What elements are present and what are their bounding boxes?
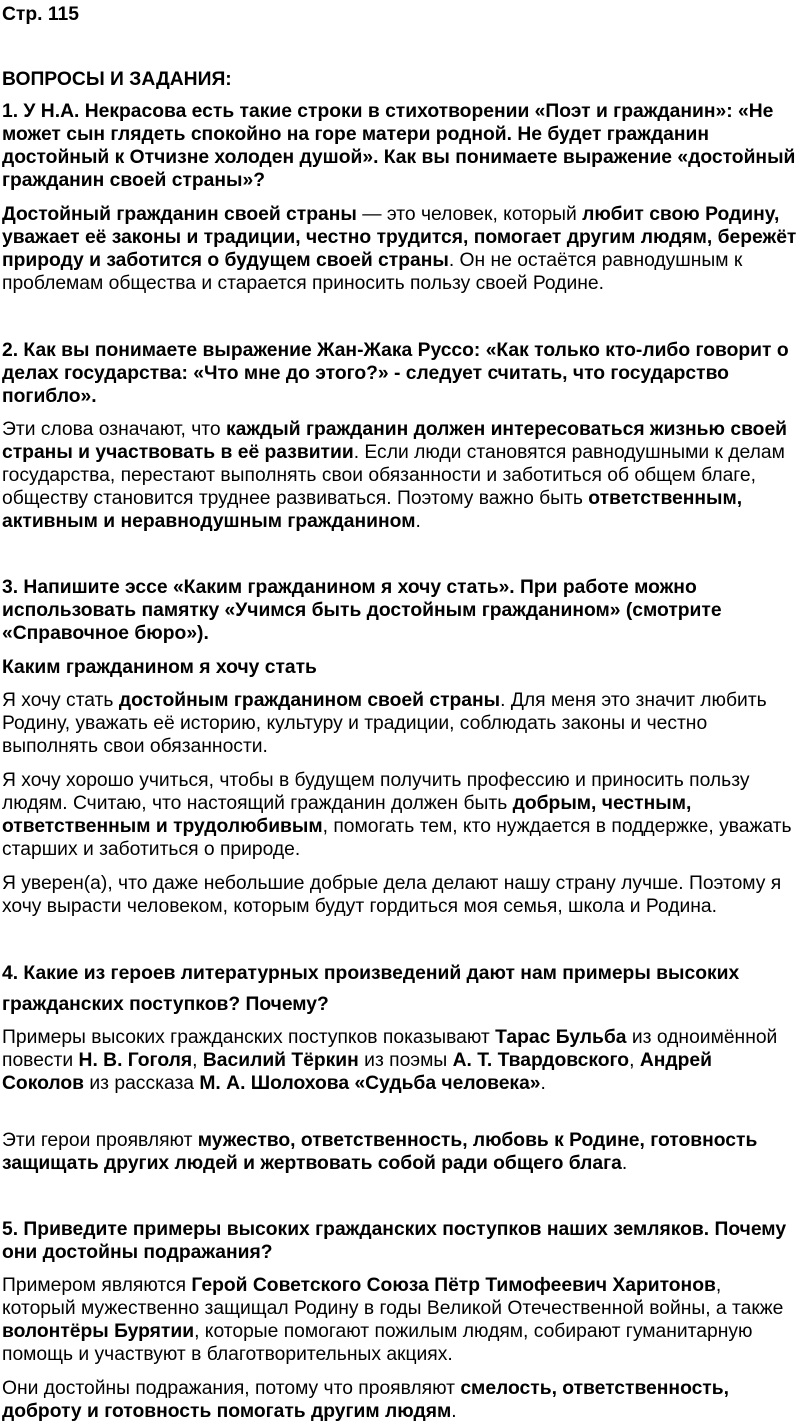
essay-paragraph-1 <box>2 689 798 758</box>
answer-4-p2-bold-1: мужество, ответственность, любовь к Родине, готовность защищать других людей и жертвовать собой ради общего блага <box>2 1130 758 1174</box>
answer-4-text-6: из рассказа <box>84 1073 200 1094</box>
answer-5-p2-bold-1: смелость, ответственность, доброту и готовность помогать другим людям <box>2 1378 729 1422</box>
essay-p1-text-2: . Для меня это значит любить Родину, уважать её историю, культуру и традиции, соблюдать законы и честно выполнять свои обязанности. <box>2 690 767 757</box>
answer-5-p2-text-2: . <box>451 1401 457 1422</box>
answer-4-bold-5: Андрей Соколов <box>2 1050 712 1094</box>
answer-4-text-1: Примеры высоких гражданских поступков показывают <box>2 1027 496 1048</box>
answer-4-p2-text-1: Эти герои проявляют <box>2 1130 198 1151</box>
answer-5-p2-text-1: Они достойны подражания, потому что проявляют <box>2 1378 461 1399</box>
answer-4-text-5: , <box>629 1050 640 1071</box>
answer-1-text-2: . Он не остаётся равнодушным к проблемам общества и старается приносить пользу своей Родине. <box>2 250 743 294</box>
answer-5-text-2: , который мужественно защищал Родину в годы Великой Отечественной войны, а также <box>2 1275 784 1319</box>
answer-2-bold-1: каждый гражданин должен интересоваться жизнью своей страны и участвовать в её развитии <box>2 419 788 463</box>
answer-2-text-2: . Если люди становятся равнодушными к делам государства, перестают выполнять свои обязанности и заботиться об общем благе, обществу становится труднее развиваться. Поэтому важно быть <box>2 442 785 509</box>
answer-1-bold-2: любит свою Родину, уважает её законы и традиции, честно трудится, помогает другим людям, бережёт природу и заботится о будущем своей страны <box>2 204 797 271</box>
essay-p2-text-1: Я хочу хорошо учиться, чтобы в будущем получить профессию и приносить пользу людям. Считаю, что настоящий гражданин должен быть <box>2 770 750 814</box>
question-2: 2. Как вы понимаете выражение Жан-Жака Руссо: «Как только кто-либо говорит о делах государства: «Что мне до этого?» - следует считать, что государство погибло». <box>2 340 789 407</box>
answer-5-paragraph-1 <box>2 1274 798 1366</box>
answer-4-paragraph-1 <box>2 1026 798 1095</box>
answer-5-bold-2: волонтёры Бурятии <box>2 1321 195 1342</box>
answer-4-text-3: , <box>192 1050 203 1071</box>
question-3: 3. Напишите эссе «Каким гражданином я хочу стать». При работе можно использовать памятку «Учимся быть достойным гражданином» (смотрите «Справочное бюро»). <box>2 577 722 644</box>
essay-p2-text-2: , помогать тем, кто нуждается в поддержке, уважать старших и заботиться о природе. <box>2 816 792 860</box>
section-title: ВОПРОСЫ И ЗАДАНИЯ: <box>2 69 232 90</box>
answer-4-paragraph-2 <box>2 1129 798 1175</box>
answer-1-text-1: — это человек, который <box>356 204 583 225</box>
essay-p2-bold-1: добрым, честным, ответственным и трудолюбивым <box>2 793 692 837</box>
answer-5-text-3: , которые помогают пожилым людям, собирают гуманитарную помощь и участвуют в благотворительных акциях. <box>2 1321 753 1365</box>
essay-paragraph-3: Я уверен(а), что даже небольшие добрые дела делают нашу страну лучше. Поэтому я хочу вырасти человеком, которым будут гордиться моя семья, школа и Родина. <box>2 873 782 917</box>
answer-4-bold-1: Тарас Бульба <box>495 1027 627 1048</box>
answer-1 <box>2 203 798 295</box>
answer-2 <box>2 418 798 533</box>
question-4-line-1: 4. Какие из героев литературных произведений дают нам примеры высоких <box>2 963 740 984</box>
answer-4-bold-6: М. А. Шолохова «Судьба человека» <box>199 1073 541 1094</box>
answer-4-bold-4: А. Т. Твардовского <box>452 1050 630 1071</box>
essay-title: Каким гражданином я хочу стать <box>2 657 317 678</box>
question-4-line-2: гражданских поступков? Почему? <box>2 994 329 1015</box>
essay-paragraph-2 <box>2 769 798 861</box>
answer-2-bold-2: ответственным, активным и неравнодушным гражданином <box>2 488 743 532</box>
answer-4-text-4: из поэмы <box>358 1050 453 1071</box>
answer-5-bold-1: Герой Советского Союза Пётр Тимофеевич Харитонов <box>191 1275 716 1296</box>
answer-1-bold-1: Достойный гражданин своей страны <box>2 204 357 225</box>
answer-4-p2-text-2: . <box>621 1153 628 1174</box>
answer-2-text-3: . <box>415 511 421 532</box>
answer-5-text-1: Примером являются <box>2 1275 192 1296</box>
answer-5-paragraph-2 <box>2 1377 798 1423</box>
question-1: 1. У Н.А. Некрасова есть такие строки в стихотворении «Поэт и гражданин»: «Не может сын глядеть спокойно на горе матери родной. Не будет гражданин достойный к Отчизне холоден душой». Как вы понимаете выражение «достойный гражданин своей страны»? <box>2 101 796 191</box>
answer-2-text-1: Эти слова означают, что <box>2 419 227 440</box>
answer-4-text-7: . <box>540 1073 546 1094</box>
answer-4-bold-3: Василий Тёркин <box>202 1050 359 1071</box>
essay-p1-bold-1: достойным гражданином своей страны <box>118 690 501 711</box>
page-label: Стр. 115 <box>2 4 79 25</box>
essay-p1-text-1: Я хочу стать <box>2 690 119 711</box>
answer-4-text-2: из одноимённой повести <box>2 1027 778 1071</box>
answer-4-bold-2: Н. В. Гоголя <box>78 1050 193 1071</box>
question-5: 5. Приведите примеры высоких гражданских поступков наших земляков. Почему они достойны подражания? <box>2 1219 787 1263</box>
